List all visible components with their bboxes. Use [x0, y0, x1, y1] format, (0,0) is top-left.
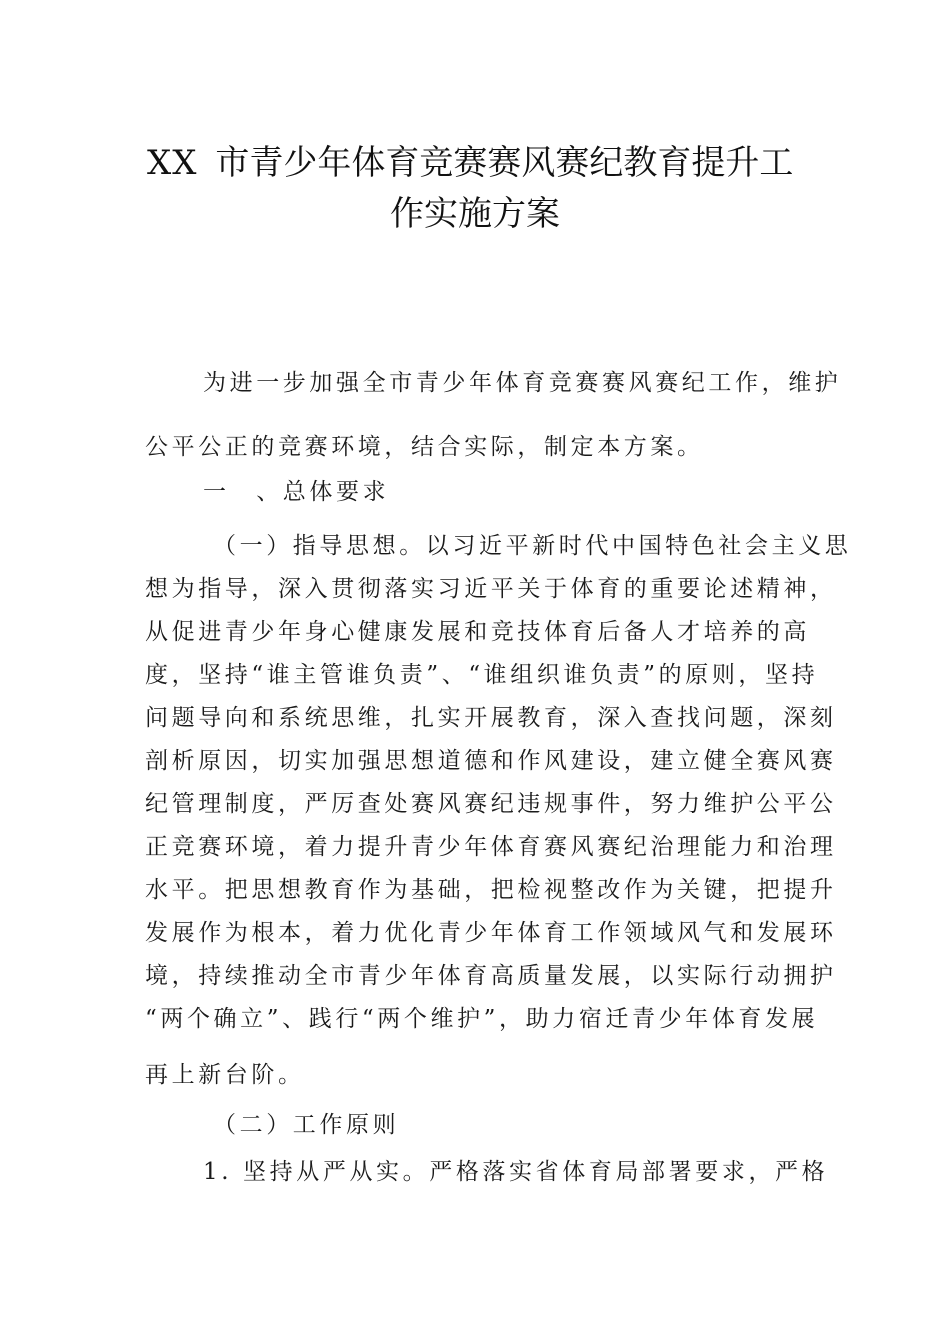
intro-line-2: 公平公正的竞赛环境，结合实际，制定本方案。 [145, 434, 704, 460]
guiding-line-3: 从促进青少年身心健康发展和竞技体育后备人才培养的高 [145, 619, 810, 645]
guiding-line-13: 再上新台阶。 [145, 1062, 305, 1088]
guiding-line-12: “两个确立”、践行“两个维护”，助力宿迁青少年体育发展 [145, 1006, 819, 1032]
document-title-line-2: 作实施方案 [390, 194, 560, 234]
guiding-line-9: 水平。把思想教育作为基础，把检视整改作为关键，把提升 [145, 877, 837, 903]
document-title-line-1 [147, 143, 817, 183]
section-heading-work-principles: （二）工作原则 [213, 1112, 400, 1138]
guiding-line-2: 想为指导，深入贯彻落实习近平关于体育的重要论述精神， [145, 576, 837, 602]
title-prefix: XX [147, 143, 198, 183]
guiding-line-6: 剖析原因，切实加强思想道德和作风建设，建立健全赛风赛 [145, 748, 837, 774]
guiding-line-1: （一）指导思想。以习近平新时代中国特色社会主义思 [213, 533, 852, 559]
intro-line-1: 为进一步加强全市青少年体育竞赛赛风赛纪工作，维护 [203, 370, 842, 396]
title-text-1: 市青少年体育竞赛赛风赛纪教育提升工 [215, 143, 794, 183]
section-heading-general-requirements: 一 、总体要求 [203, 479, 390, 505]
guiding-line-8: 正竞赛环境，着力提升青少年体育赛风赛纪治理能力和治理 [145, 834, 837, 860]
guiding-line-7: 纪管理制度，严厉查处赛风赛纪违规事件，努力维护公平公 [145, 791, 837, 817]
principle-1-line: 1. 坚持从严从实。严格落实省体育局部署要求，严格 [203, 1159, 829, 1185]
guiding-line-11: 境，持续推动全市青少年体育高质量发展，以实际行动拥护 [145, 963, 837, 989]
guiding-line-10: 发展作为根本，着力优化青少年体育工作领域风气和发展环 [145, 920, 837, 946]
guiding-line-4: 度，坚持“谁主管谁负责”、“谁组织谁负责”的原则，坚持 [145, 662, 819, 688]
guiding-line-5: 问题导向和系统思维，扎实开展教育，深入查找问题，深刻 [145, 705, 837, 731]
